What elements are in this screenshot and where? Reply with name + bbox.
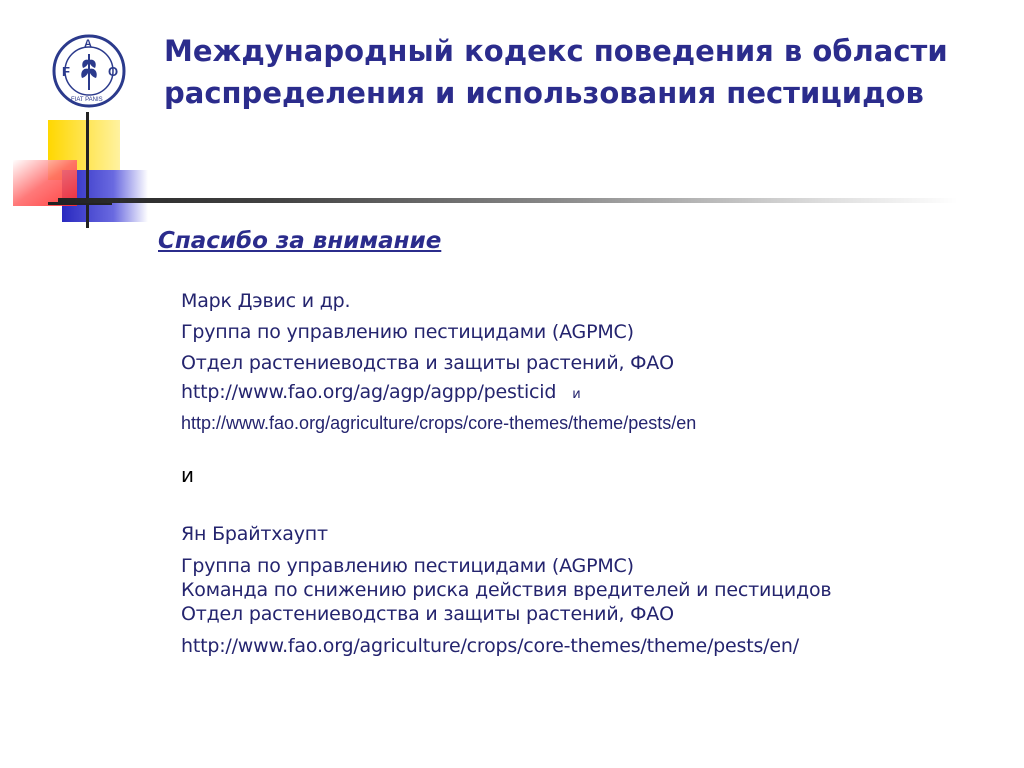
vertical-line xyxy=(86,112,89,228)
separator-and: и xyxy=(181,463,194,487)
contact2-division: Отдел растениеводства и защиты растений, ФАО xyxy=(181,603,674,625)
contact1-and: и xyxy=(572,387,581,402)
title-line-2: распределения и использования пестицидов xyxy=(164,76,924,110)
slide-title xyxy=(164,30,1004,114)
logo-motto: FIAT PANIS xyxy=(71,97,103,103)
title-line-1: Международный кодекс поведения в области xyxy=(164,34,948,68)
contact2-group: Группа по управлению пестицидами (AGPMC) xyxy=(181,555,634,577)
contact2-name: Ян Брайтхаупт xyxy=(181,523,328,545)
contact1-group: Группа по управлению пестицидами (AGPMC) xyxy=(181,321,634,343)
logo-letter-o: O xyxy=(108,64,119,79)
logo-letter-f: F xyxy=(62,64,70,79)
contact1-url2-link[interactable]: http://www.fao.org/agriculture/crops/core-themes/theme/pests/en xyxy=(181,413,697,433)
contact2-team: Команда по снижению риска действия вредителей и пестицидов xyxy=(181,579,832,601)
contact1-name: Марк Дэвис и др. xyxy=(181,290,351,312)
title-divider xyxy=(58,198,958,203)
contact1-url-line xyxy=(181,381,580,403)
fao-logo-icon xyxy=(52,34,126,108)
decorative-blocks xyxy=(0,112,150,232)
subtitle: Спасибо за внимание xyxy=(158,228,442,254)
contact1-url1-link[interactable]: http://www.fao.org/ag/agp/agpp/pesticid xyxy=(181,381,557,403)
contact2-url-link[interactable]: http://www.fao.org/agriculture/crops/core-themes/theme/pests/en/ xyxy=(181,635,799,657)
contact1-division: Отдел растениеводства и защиты растений, ФАО xyxy=(181,352,674,374)
logo-letter-a: A xyxy=(84,38,92,50)
